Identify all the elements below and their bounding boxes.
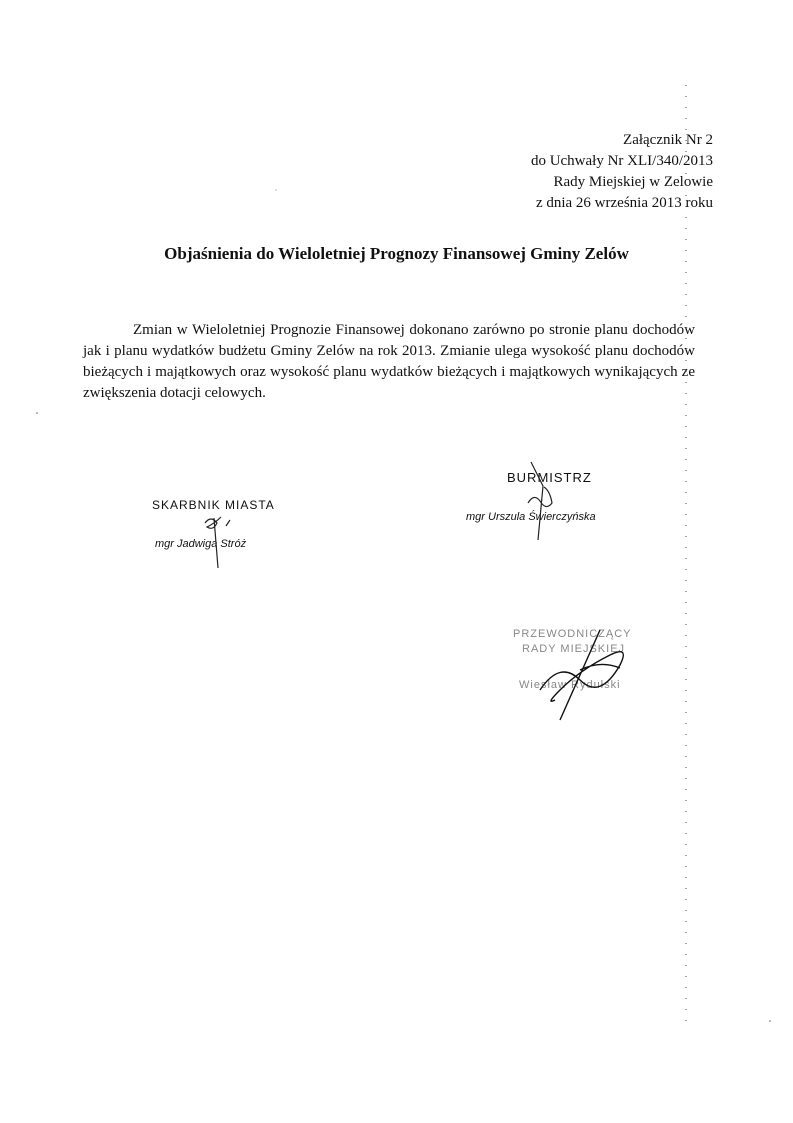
treasurer-name: mgr Jadwiga Stróż bbox=[155, 538, 247, 550]
scan-speck bbox=[36, 412, 38, 414]
header-line-council: Rady Miejskiej w Zelowie bbox=[553, 174, 713, 190]
document-title: Objaśnienia do Wieloletniej Prognozy Finansowej Gminy Zelów bbox=[164, 244, 629, 263]
chairman-stamp-line3: Wiesław Rydułski bbox=[519, 679, 621, 691]
treasurer-label: SKARBNIK MIASTA bbox=[152, 498, 275, 512]
body-paragraph: Zmian w Wieloletniej Prognozie Finansowej dokonano zarówno po stronie planu dochodów jak i planu wydatków budżetu Gminy Zelów na rok 2013. Zmianie ulega wysokość planu dochodów bieżących i majątkowych oraz wysokość planu wydatków bieżących i majątkowych wynikających ze zwiększenia dotacji celowych. bbox=[83, 322, 695, 401]
scan-speck bbox=[275, 189, 276, 190]
mayor-label: BURMISTRZ bbox=[507, 470, 592, 485]
chairman-stamp-line1: PRZEWODNICZĄCY bbox=[513, 628, 632, 640]
mayor-name: mgr Urszula Świerczyńska bbox=[466, 511, 596, 523]
header-line-date: z dnia 26 września 2013 roku bbox=[535, 195, 713, 211]
attachment-header bbox=[531, 130, 713, 214]
scan-speck bbox=[769, 1020, 771, 1022]
chairman-stamp-line2: RADY MIEJSKIEJ bbox=[522, 643, 626, 655]
header-line-attachment: Załącznik Nr 2 bbox=[623, 132, 713, 148]
header-line-resolution: do Uchwały Nr XLI/340/2013 bbox=[530, 153, 713, 169]
